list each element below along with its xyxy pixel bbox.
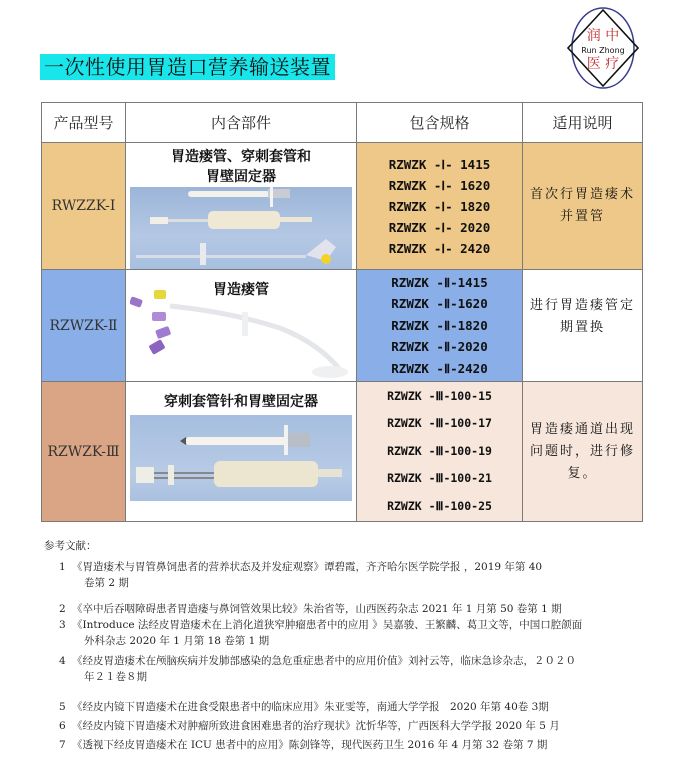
reference-number: 7	[59, 739, 66, 751]
model-cell: RZWZK-Ⅱ	[42, 270, 126, 382]
reference-number: 4	[59, 655, 66, 667]
table-row	[42, 382, 643, 522]
reference-number: 2	[59, 603, 66, 615]
gastrostomy-tube-image-icon	[130, 272, 352, 380]
runzhong-logo	[556, 6, 650, 90]
tube-kit-image-icon	[130, 187, 352, 269]
spec-cell	[357, 143, 523, 270]
reference-item	[44, 718, 684, 734]
spec-item: RZWZK -Ⅱ-1415	[391, 274, 488, 290]
usage-cell: 进行胃造瘘管定期置换	[523, 270, 643, 382]
usage-cell: 首次行胃造瘘术并置管	[523, 143, 643, 270]
model-cell: RZWZK-Ⅲ	[42, 382, 126, 522]
spec-cell	[357, 382, 523, 522]
trocar-needle-image-icon	[130, 415, 352, 501]
page-title: 一次性使用胃造口营养输送装置	[40, 54, 335, 80]
svg-text:医 疗: 医 疗	[586, 56, 620, 72]
parts-title: 胃造瘘管	[213, 282, 269, 298]
reference-text: 《Introduce 法经皮胃造瘘术在上消化道狭窄肿瘤患者中的应用 》吴嘉骏、王繁麟、葛卫文等，中国口腔颌面	[72, 619, 583, 631]
product-spec-table	[41, 102, 643, 522]
product-photo-tube	[130, 272, 352, 380]
reference-text: 《经皮内镜下胃造瘘术在进食受限患者中的临床应用》朱亚雯等，南通大学学报 2020 年第 40卷 3期	[72, 701, 549, 713]
spec-cell	[357, 270, 523, 382]
reference-number: 3	[59, 619, 66, 631]
spec-item: RZWZK -Ⅲ-100-25	[387, 498, 492, 513]
spec-item: RZWZK -Ⅲ-100-17	[387, 416, 492, 431]
spec-item: RZWZK -Ⅱ-1620	[391, 296, 488, 312]
reference-text: 《胃造瘘术与胃管鼻饲患者的营养状态及并发症观察》谭碧霞，齐齐哈尔医学院学报 ，2019 年第 40	[72, 561, 543, 573]
logo-emblem-icon	[556, 6, 650, 90]
references-section	[44, 538, 684, 753]
spec-item: RZWZK -Ⅰ- 1415	[388, 156, 491, 172]
spec-item: RZWZK -Ⅰ- 2020	[388, 219, 491, 235]
reference-item	[44, 737, 684, 753]
product-photo-trocar	[130, 415, 352, 501]
parts-title: 胃造瘘管、穿刺套管和	[171, 149, 311, 165]
spec-item: RZWZK -Ⅲ-100-15	[387, 388, 492, 403]
model-cell: RWZZK-Ⅰ	[42, 143, 126, 270]
references-heading: 参考文献：	[44, 540, 97, 552]
spec-list	[389, 154, 491, 259]
reference-item	[44, 601, 684, 617]
spec-item: RZWZK -Ⅱ-2420	[391, 360, 488, 376]
reference-text: 《卒中后吞咽障碍患者胃造瘘与鼻饲管效果比较》朱治省等，山西医药杂志 2021 年 1 月第 50 卷第 1 期	[72, 603, 562, 615]
table-header-row	[42, 103, 643, 143]
svg-text:润 中: 润 中	[586, 28, 620, 44]
parts-cell	[126, 143, 357, 270]
reference-item	[44, 653, 684, 685]
reference-text: 《经皮胃造瘘术在颅脑疾病并发肺部感染的急危重症患者中的应用价值》刘衬云等，临床急诊杂志，２０２０	[72, 655, 576, 667]
reference-text: 《透视下经皮胃造瘘术在 ICU 患者中的应用》陈剑锋等，现代医药卫生 2016 年 4 月第 32 卷第 7 期	[72, 739, 548, 751]
reference-text-cont: 卷第 2 期	[84, 577, 129, 589]
spec-item: RZWZK -Ⅱ-2020	[391, 339, 488, 355]
spec-item: RZWZK -Ⅲ-100-21	[387, 471, 492, 486]
reference-number: 6	[59, 720, 66, 732]
spec-item: RZWZK -Ⅰ- 1620	[388, 177, 491, 193]
table-row	[42, 143, 643, 270]
usage-cell: 胃造瘘通道出现问题时，进行修复。	[523, 382, 643, 522]
spec-item: RZWZK -Ⅱ-1820	[391, 317, 488, 333]
product-photo-kit	[130, 187, 352, 269]
reference-item	[44, 617, 684, 649]
reference-number: 1	[59, 561, 66, 573]
parts-cell	[126, 382, 357, 522]
header-specs: 包含规格	[357, 103, 523, 143]
spec-item: RZWZK -Ⅰ- 2420	[388, 240, 491, 256]
reference-number: 5	[59, 701, 66, 713]
parts-cell	[126, 270, 357, 382]
spec-item: RZWZK -Ⅰ- 1820	[388, 198, 491, 214]
spec-list	[391, 272, 487, 380]
header-usage: 适用说明	[523, 103, 643, 143]
spec-item: RZWZK -Ⅲ-100-19	[387, 443, 492, 458]
svg-text:Run Zhong: Run Zhong	[581, 46, 625, 55]
reference-item	[44, 699, 684, 715]
reference-item	[44, 559, 684, 591]
parts-title: 胃壁固定器	[206, 169, 276, 185]
table-row	[42, 270, 643, 382]
reference-text-cont: 年２１卷８期	[84, 671, 147, 683]
reference-text-cont: 外科杂志 2020 年 1 月第 18 卷第 1 期	[84, 635, 270, 647]
header-parts: 内含部件	[126, 103, 357, 143]
spec-list	[387, 383, 492, 521]
reference-text: 《经皮内镜下胃造瘘术对肿瘤所致进食困难患者的治疗现状》沈忻华等，广西医科大学学报 2020 年 5 月	[72, 720, 560, 732]
parts-title: 穿刺套管针和胃壁固定器	[164, 394, 318, 410]
header-model: 产品型号	[42, 103, 126, 143]
